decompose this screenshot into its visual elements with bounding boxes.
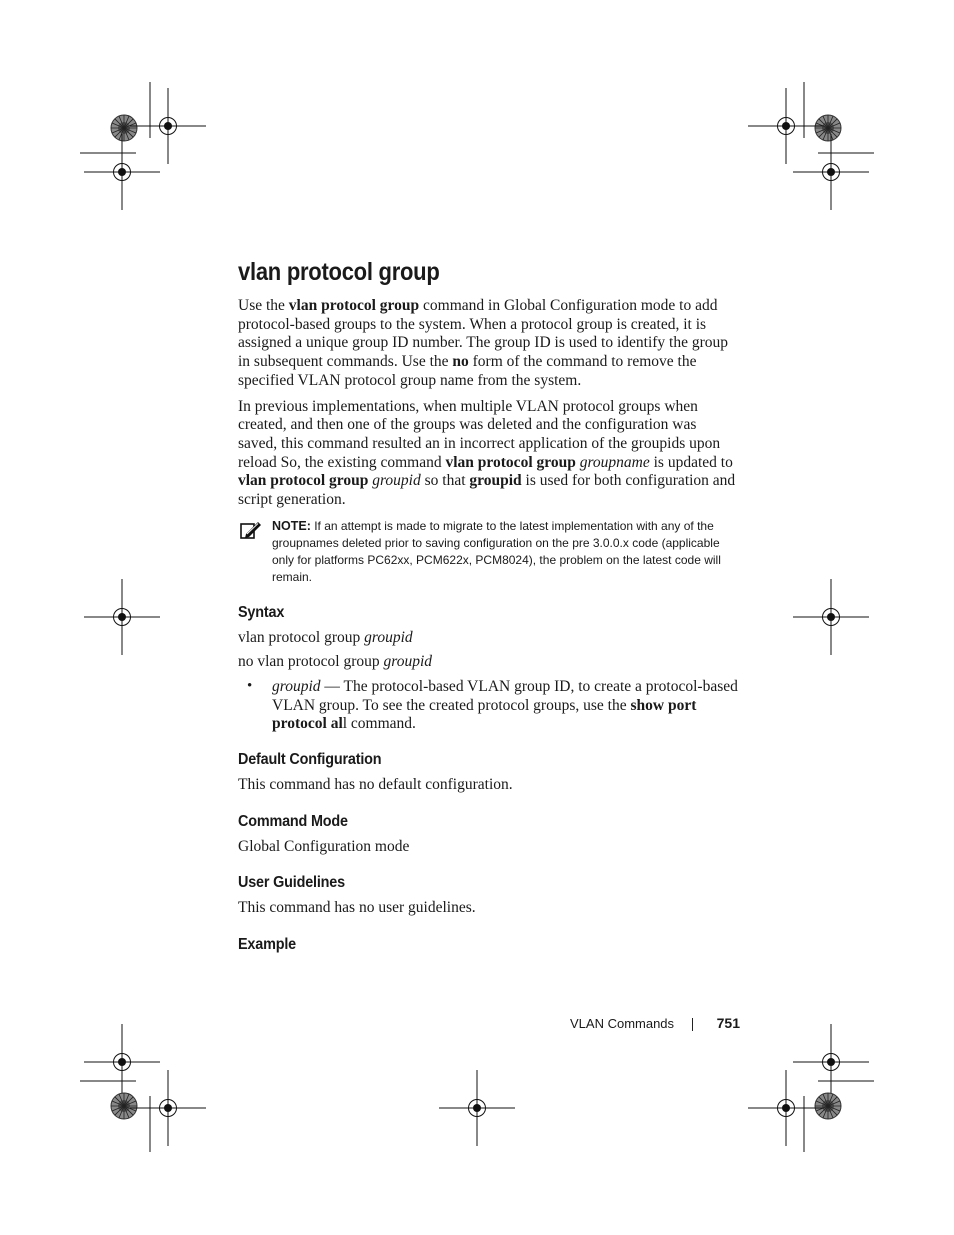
text-run: form of the command to remove the specified VLAN protocol group name from the system.: [238, 353, 697, 389]
registration-star-icon: [111, 1093, 137, 1119]
note-label: NOTE:: [272, 518, 311, 533]
intro-paragraph: [238, 398, 738, 510]
syntax-line: [238, 653, 738, 672]
section-text-user-guidelines: This command has no user guidelines.: [238, 899, 476, 917]
text-run: is updated to: [649, 453, 733, 471]
section-text-command-mode: Global Configuration mode: [238, 837, 410, 855]
page-footer: [500, 1014, 740, 1034]
registration-crosshair-icon: [793, 134, 869, 210]
footer-divider: [692, 1018, 693, 1031]
page-number: 751: [716, 1015, 740, 1031]
text-run: In previous implementations, when multiple VLAN protocol groups when created, and then one of the groups was deleted and the configuration was saved, this command resulted an in incorrect application of the groupids upon reload So, the existing command: [238, 397, 721, 471]
section-heading-default-configuration: Default Configuration: [238, 751, 382, 769]
registration-crosshair-icon: [748, 1070, 824, 1146]
syntax-command: no vlan protocol group: [238, 653, 384, 671]
syntax-command: vlan protocol group: [238, 628, 365, 646]
text-run: vlan protocol group: [238, 472, 369, 490]
registration-star-icon: [815, 115, 841, 141]
text-run: no: [452, 353, 469, 371]
text-run: Use the: [238, 297, 289, 314]
text-run: l command.: [342, 715, 416, 733]
text-run: groupname: [579, 453, 650, 471]
registration-crosshair-icon: [84, 579, 160, 655]
syntax-heading: Syntax: [238, 603, 285, 621]
text-run: — The protocol-based VLAN group ID, to create a protocol-based VLAN group. To see the created protocol groups, use the: [272, 677, 738, 714]
section-text-default-configuration: This command has no default configuration.: [238, 776, 513, 794]
syntax-line: [238, 629, 738, 648]
registration-crosshair-icon: [130, 1070, 206, 1146]
parameter-description: [272, 678, 738, 734]
page-title: vlan protocol group: [238, 258, 440, 286]
text-run: command in Global Configuration mode to add protocol-based groups to the system. When a protocol group is created, it is assigned a unique group ID number. The group ID is used to identify the group in subsequent commands. Use the: [238, 297, 729, 371]
note-pencil-icon: [240, 520, 262, 540]
text-run: groupid: [372, 472, 421, 490]
note-text: [272, 518, 738, 587]
registration-crosshair-icon: [793, 1024, 869, 1100]
registration-crosshair-icon: [439, 1070, 515, 1146]
syntax-param: groupid: [383, 653, 433, 671]
text-run: so that: [420, 472, 470, 490]
text-run: groupid: [272, 677, 321, 695]
section-heading-user-guidelines: User Guidelines: [238, 874, 345, 892]
parameter-list-item: [238, 678, 738, 734]
footer-section-name: VLAN Commands: [570, 1016, 675, 1031]
section-heading-command-mode: Command Mode: [238, 812, 348, 830]
registration-crosshair-icon: [84, 134, 160, 210]
registration-crosshair-icon: [748, 88, 824, 164]
section-heading-example: Example: [238, 936, 296, 954]
registration-crosshair-icon: [130, 88, 206, 164]
intro-paragraph: [238, 297, 738, 391]
bullet-icon: •: [247, 677, 253, 694]
text-run: show port protocol al: [272, 696, 697, 733]
text-run: is used for both configuration and script generation.: [238, 472, 736, 509]
text-run: vlan protocol group: [288, 297, 420, 314]
text-run: vlan protocol group: [445, 453, 576, 471]
registration-crosshair-icon: [793, 579, 869, 655]
syntax-param: groupid: [364, 628, 413, 646]
note-callout: [238, 518, 738, 587]
text-run: groupid: [469, 472, 522, 490]
note-body: If an attempt is made to migrate to the latest implementation with any of the groupnames deleted prior to saving configuration on the pre 3.0.0.x code (applicable only for platforms PC62xx, PCM622x, PCM8024), the problem on the latest code will remain.: [272, 518, 721, 585]
registration-star-icon: [815, 1093, 841, 1119]
page-content: [238, 258, 738, 961]
registration-star-icon: [111, 115, 137, 141]
registration-crosshair-icon: [84, 1024, 160, 1100]
